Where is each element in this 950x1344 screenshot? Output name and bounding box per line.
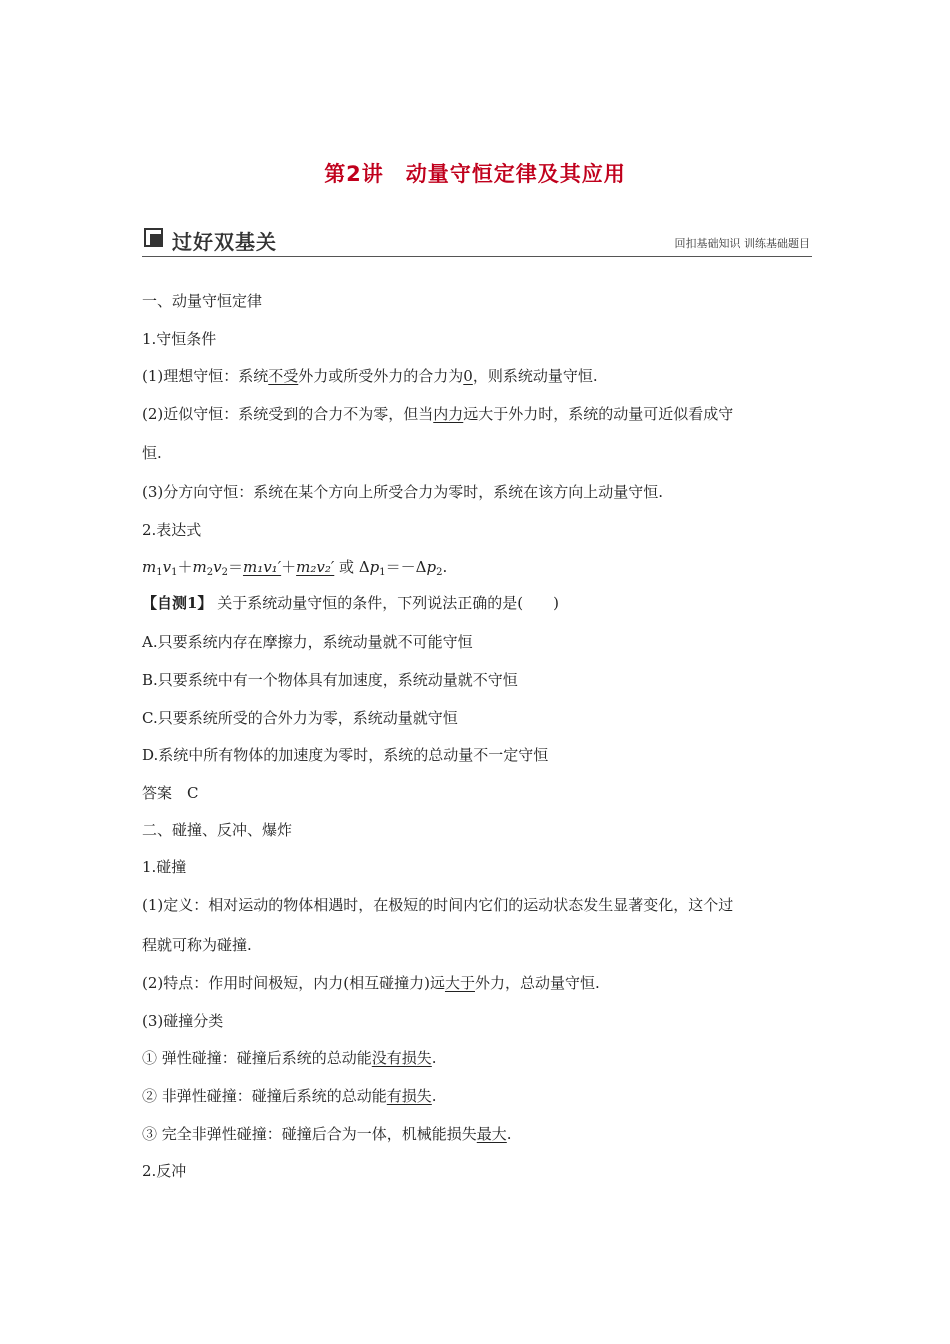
collision-feature: (2)特点：作用时间极短，内力(相互碰撞力)远大于外力，总动量守恒.	[142, 974, 600, 992]
quiz-question: 【自测1】 关于系统动量守恒的条件，下列说法正确的是( )	[142, 594, 559, 612]
heading-momentum-conservation: 一、动量守恒定律	[142, 292, 263, 310]
collision-definition: (1)定义：相对运动的物体相遇时，在极短的时间内它们的运动状态发生显著变化，这个过	[142, 896, 734, 914]
blank-answer: 大于	[444, 974, 475, 992]
quiz-answer: 答案 C	[142, 784, 199, 802]
subheading-recoil: 2.反冲	[142, 1162, 187, 1180]
condition-ideal: (1)理想守恒：系统不受外力或所受外力的合力为0，则系统动量守恒.	[142, 367, 598, 385]
collision-inelastic: ② 非弹性碰撞：碰撞后系统的总动能有损失.	[142, 1087, 437, 1105]
subheading-expression: 2.表达式	[142, 521, 202, 539]
section-subtitle: 回扣基础知识 训练基础题目	[674, 237, 810, 250]
page-title: 第2讲 动量守恒定律及其应用	[324, 162, 626, 186]
section-header	[142, 226, 812, 257]
condition-approx-cont: 恒.	[142, 444, 162, 462]
collision-definition-cont: 程就可称为碰撞.	[142, 936, 252, 954]
section-square-icon	[144, 228, 164, 248]
blank-answer: 有损失	[386, 1087, 432, 1105]
subheading-conditions: 1.守恒条件	[142, 330, 217, 348]
blank-answer: 0	[463, 367, 473, 385]
blank-answer: m₁v₁′	[242, 558, 282, 576]
collision-perfectly-inelastic: ③ 完全非弹性碰撞：碰撞后合为一体，机械能损失最大.	[142, 1125, 512, 1143]
blank-answer: 不受	[268, 367, 299, 385]
quiz-option-c: C.只要系统所受的合外力为零，系统动量就守恒	[142, 709, 458, 727]
section-title: 过好双基关	[172, 230, 277, 254]
blank-answer: 没有损失	[371, 1049, 432, 1067]
collision-types-heading: (3)碰撞分类	[142, 1012, 224, 1030]
quiz-option-d: D.系统中所有物体的加速度为零时，系统的总动量不一定守恒	[142, 746, 549, 764]
heading-collision: 二、碰撞、反冲、爆炸	[142, 821, 293, 839]
momentum-formula: $m_1v_1+m_2v_2=m_1v_1'+m_2v_2'$ 或 $\Delta p_1=-\Delta p_2$.	[142, 558, 448, 578]
blank-answer: m₂v₂′	[296, 558, 335, 576]
blank-answer: 内力	[433, 405, 464, 423]
blank-answer: 最大	[476, 1125, 507, 1143]
condition-direction: (3)分方向守恒：系统在某个方向上所受合力为零时，系统在该方向上动量守恒.	[142, 483, 664, 501]
quiz-option-a: A.只要系统内存在摩擦力，系统动量就不可能守恒	[142, 633, 473, 651]
subheading-collision: 1.碰撞	[142, 858, 187, 876]
quiz-option-b: B.只要系统中有一个物体具有加速度，系统动量就不守恒	[142, 671, 518, 689]
condition-approx: (2)近似守恒：系统受到的合力不为零，但当内力远大于外力时，系统的动量可近似看成守	[142, 405, 734, 423]
collision-elastic: ① 弹性碰撞：碰撞后系统的总动能没有损失.	[142, 1049, 437, 1067]
quiz-tag: 【自测1】	[142, 594, 213, 612]
